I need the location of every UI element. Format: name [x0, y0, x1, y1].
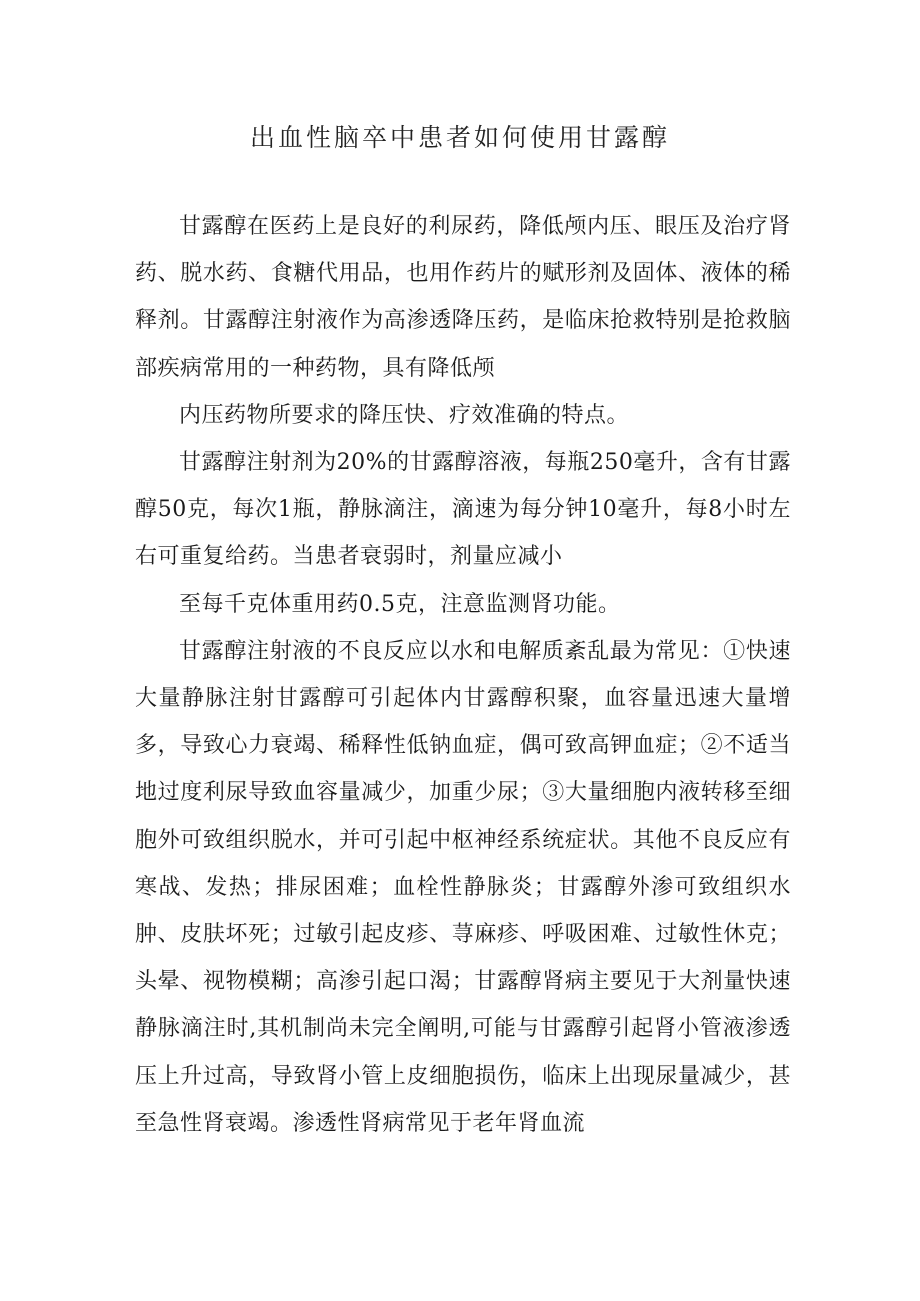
paragraph-2: 内压药物所要求的降压快、疗效准确的特点。	[179, 402, 630, 428]
paragraph-1: 甘露醇在医药上是良好的利尿药，降低颅内压、眼压及治疗肾药、脱水药、食糖代用品，也用作药片的赋形剂及固体、液体的稀释剂。甘露醇注射液作为高渗透降压药，是临床抢救特别是抢救脑部疾病常用的一种药物，具有降低颅	[135, 214, 791, 381]
paragraph-5: 甘露醇注射液的不良反应以水和电解质紊乱最为常见：①快速大量静脉注射甘露醇可引起体内甘露醇积聚，血容量迅速大量增多，导致心力衰竭、稀释性低钠血症，偶可致高钾血症；②不适当地过度利尿导致血容量减少，加重少尿；③大量细胞内液转移至细胞外可致组织脱水，并可引起中枢神经系统症状。其他不良反应有寒战、发热；排尿困难；血栓性静脉炎；甘露醇外渗可致组织水肿、皮肤坏死；过敏引起皮疹、荨麻疹、呼吸困难、过敏性休克；头晕、视物模糊；高渗引起口渴；甘露醇肾病主要见于大剂量快速静脉滴注时,其机制尚未完全阐明,可能与甘露醇引起肾小管液渗透压上升过高，导致肾小管上皮细胞损伤，临床上出现尿量减少，甚至急性肾衰竭。渗透性肾病常见于老年肾血流	[135, 638, 791, 1136]
paragraph-3: 甘露醇注射剂为20%的甘露醇溶液，每瓶250毫升，含有甘露醇50克，每次1瓶，静脉滴注，滴速为每分钟10毫升，每8小时左右可重复给药。当患者衰弱时，剂量应减小	[135, 450, 791, 570]
document-body	[135, 203, 791, 1147]
document-title: 出血性脑卒中患者如何使用甘露醇	[249, 123, 670, 152]
paragraph-4: 至每千克体重用药0.5克，注意监测肾功能。	[179, 591, 621, 617]
